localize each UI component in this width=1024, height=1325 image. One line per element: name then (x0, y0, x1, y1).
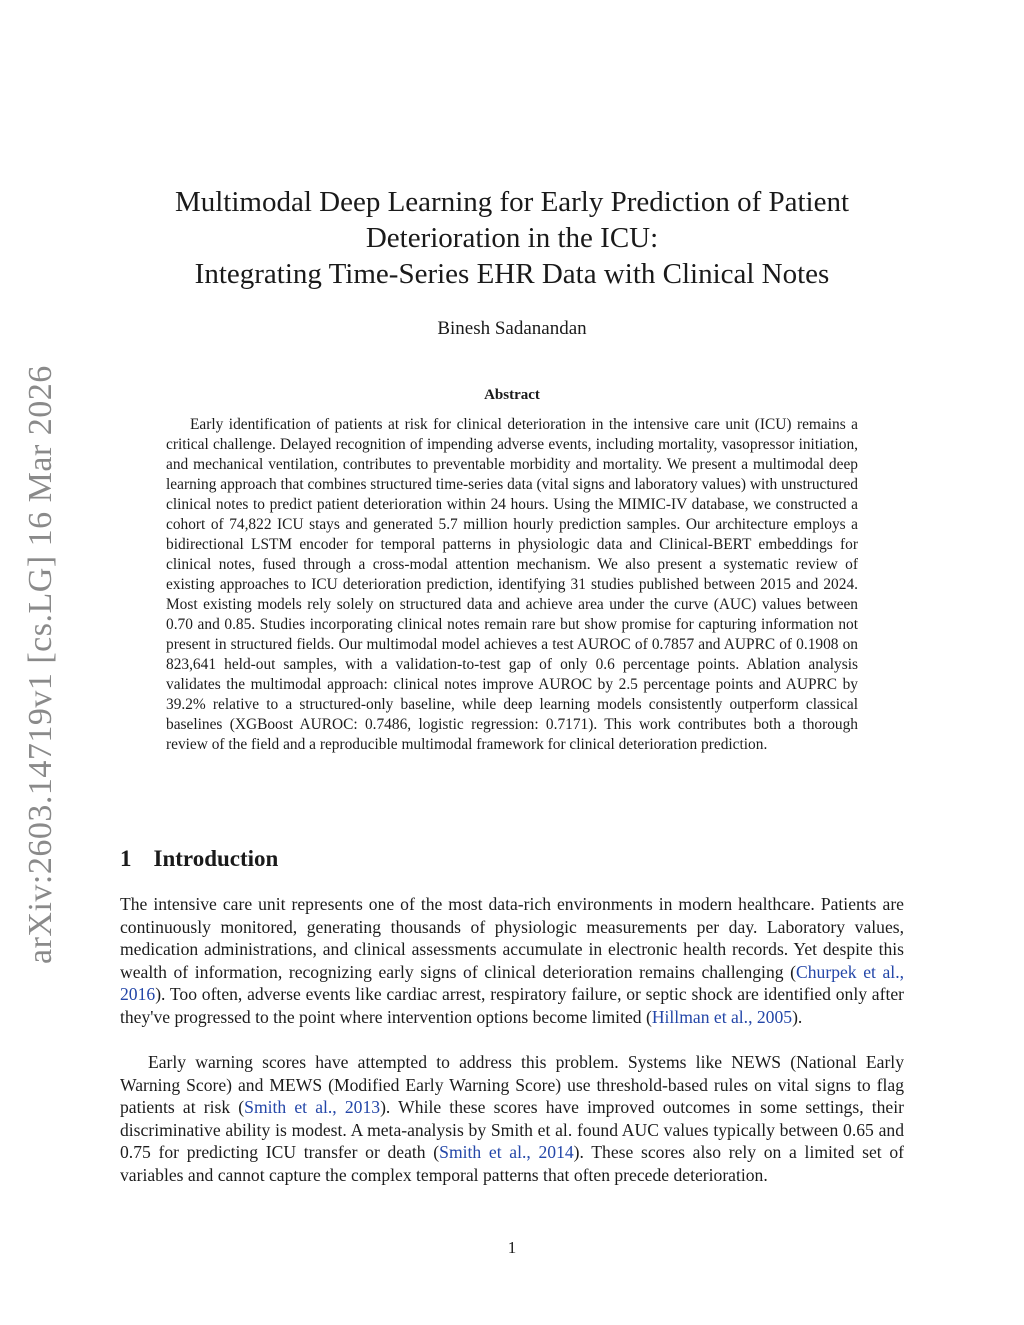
citation-link[interactable]: Churpek et al., 2016 (120, 961, 904, 1005)
intro-paragraph-2 (120, 1051, 904, 1187)
paragraph-text: ). Too often, adverse events like cardiac arrest, respiratory failure, or septic shock are identified only after they've progressed to the point where intervention options become limited ( (120, 984, 904, 1027)
section-heading (120, 846, 278, 872)
title-line-3: Integrating Time-Series EHR Data with Clinical Notes (194, 258, 830, 290)
citation-link[interactable]: Hillman et al., 2005 (651, 1006, 793, 1027)
page-number: 1 (507, 1238, 517, 1257)
paragraph-text: ). While these scores have improved outcomes in some settings, their discriminative ability is modest. A meta-analysis by Smith et al. found AUC values typically between 0.65 and 0.75 for predicting ICU transfer or death ( (120, 1097, 904, 1163)
paper-title (120, 184, 904, 292)
paragraph-text: Early warning scores have attempted to address this problem. Systems like NEWS (National Early Warning Score) and MEWS (Modified Early Warning Score) use threshold-based rules on vital signs to flag patients at risk ( (120, 1052, 904, 1118)
abstract-heading: Abstract (484, 387, 540, 403)
title-line-2: Deterioration in the ICU: (365, 222, 659, 254)
paragraph-text: The intensive care unit represents one of the most data-rich environments in modern healthcare. Patients are continuously monitored, generating thousands of physiologic measurements per day. Laboratory values, medication administrations, and clinical assessments accumulate in electronic health records. Yet despite this wealth of information, recognizing early signs of clinical deterioration remains challenging ( (120, 894, 904, 982)
abstract-text: Early identification of patients at risk for clinical deterioration in the intensive care unit (ICU) remains a critical challenge. Delayed recognition of impending adverse events, including mortality, vasopressor initiation, and mechanical ventilation, contributes to preventable morbidity and mortality. We present a multimodal deep learning approach that combines structured time-series data (vital signs and laboratory values) with unstructured clinical notes to predict patient deterioration within 24 hours. Using the MIMIC-IV database, we constructed a cohort of 74,822 ICU stays and generated 5.7 million hourly prediction samples. Our architecture employs a bidirectional LSTM encoder for temporal patterns in physiologic data and Clinical-BERT embeddings for clinical notes, fused through a cross-modal attention mechanism. We also present a systematic review of existing approaches to ICU deterioration prediction, identifying 31 studies published between 2015 and 2024. Most existing models rely solely on structured data and achieve area under the curve (AUC) values between 0.70 and 0.85. Studies incorporating clinical notes remain rare but show promise for capturing information not present in structured fields. Our multimodal model achieves a test AUROC of 0.7857 and AUPRC of 0.1908 on 823,641 held-out samples, with a validation-to-test gap of only 0.6 percentage points. Ablation analysis validates the multimodal approach: clinical notes improve AUROC by 2.5 percentage points and AUPRC by 39.2% relative to a structured-only baseline, while deep learning models consistently outperform classical baselines (XGBoost AUROC: 0.7486, logistic regression: 0.7171). This work contributes both a thorough review of the field and a reproducible multimodal framework for clinical deterioration prediction. (166, 416, 858, 753)
author-name: Binesh Sadanandan (437, 318, 587, 339)
arxiv-stamp: arXiv:2603.14719v1 [cs.LG] 16 Mar 2026 (22, 365, 59, 965)
section-number: 1 (120, 846, 132, 871)
section-title: Introduction (153, 846, 279, 871)
paragraph-text: ). (792, 1006, 803, 1027)
citation-link[interactable]: Smith et al., 2014 (439, 1142, 574, 1163)
paragraph-text: ). These scores also rely on a limited set of variables and cannot capture the complex temporal patterns that often precede deterioration. (120, 1142, 904, 1185)
intro-paragraph-1 (120, 893, 904, 1029)
citation-link[interactable]: Smith et al., 2013 (244, 1097, 381, 1118)
title-line-1: Multimodal Deep Learning for Early Prediction of Patient (174, 186, 850, 218)
